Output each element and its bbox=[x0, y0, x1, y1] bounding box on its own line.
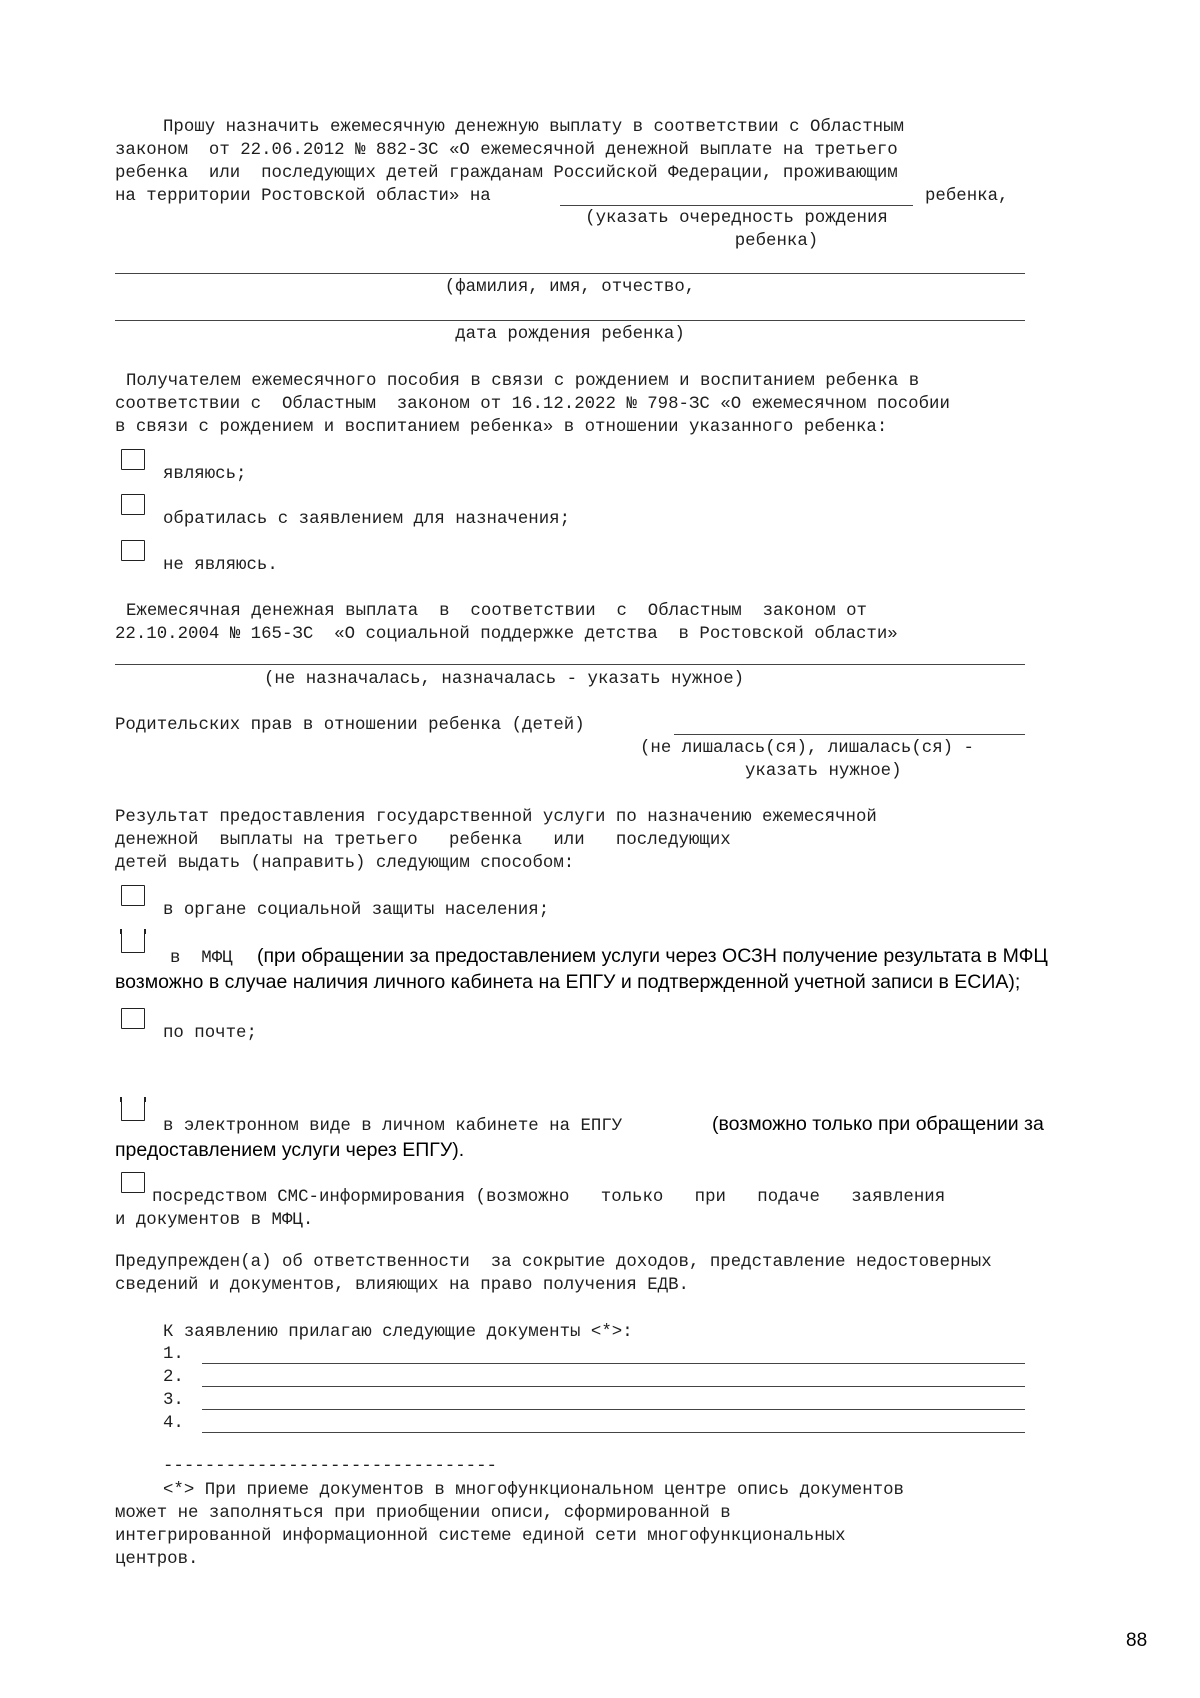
delivery-checkbox-mfc[interactable] bbox=[121, 933, 145, 953]
child-fio-field-line bbox=[115, 273, 1025, 274]
monthly-line-1: Ежемесячная денежная выплата в соответствии с Областным законом от bbox=[126, 602, 867, 621]
result-line-3: детей выдать (направить) следующим способом: bbox=[115, 854, 575, 873]
delivery-label-sms-1: посредством СМС-информирования (возможно только при подаче заявления bbox=[152, 1188, 946, 1207]
delivery-label-epgu: в электронном виде в личном кабинете на ЕПГУ bbox=[163, 1117, 623, 1136]
result-line-1: Результат предоставления государственной услуги по назначению ежемесячной bbox=[115, 808, 877, 827]
parental-rights-hint-1: (не лишалась(ся), лишалась(ся) - bbox=[640, 739, 974, 758]
benefit-line-3: в связи с рождением и воспитанием ребенка» в отношении указанного ребенка: bbox=[115, 418, 888, 437]
benefit-option-label-is-recipient: являюсь; bbox=[163, 465, 247, 484]
intro-line-3: ребенка или последующих детей гражданам Российской Федерации, проживающим bbox=[115, 164, 898, 183]
result-line-2: денежной выплаты на третьего ребенка или последующих bbox=[115, 831, 731, 850]
birth-order-field-line bbox=[560, 205, 913, 206]
birth-order-hint-1: (указать очередность рождения bbox=[585, 209, 888, 228]
benefit-option-checkbox-not-recipient[interactable] bbox=[121, 540, 145, 561]
delivery-mfc-note-2: возможно в случае наличия личного кабинета на ЕПГУ и подтвержденной учетной записи в ЕСИА); bbox=[115, 971, 1021, 993]
benefit-option-label-not-recipient: не являюсь. bbox=[163, 556, 278, 575]
benefit-option-label-applied: обратилась с заявлением для назначения; bbox=[163, 510, 571, 529]
delivery-epgu-note-2: предоставлением услуги через ЕПГУ). bbox=[115, 1139, 465, 1161]
parental-rights-hint-2: указать нужное) bbox=[745, 762, 902, 781]
delivery-checkbox-epgu[interactable] bbox=[121, 1101, 145, 1121]
benefit-line-2: соответствии с Областным законом от 16.12.2022 № 798-ЗС «О ежемесячном пособии bbox=[115, 395, 950, 414]
intro-line-1: Прошу назначить ежемесячную денежную выплату в соответствии с Областным bbox=[163, 118, 904, 137]
fio-hint: (фамилия, имя, отчество, bbox=[444, 278, 696, 297]
attachments-label: К заявлению прилагаю следующие документы <*>: bbox=[163, 1323, 633, 1342]
warning-line-1: Предупрежден(а) об ответственности за сокрытие доходов, представление недостоверных bbox=[115, 1253, 992, 1272]
attachment-field-1[interactable] bbox=[202, 1363, 1025, 1364]
intro-line-2: законом от 22.06.2012 № 882-ЗС «О ежемесячной денежной выплате на третьего bbox=[115, 141, 898, 160]
attachment-field-4[interactable] bbox=[202, 1432, 1025, 1433]
delivery-checkbox-social-protection[interactable] bbox=[121, 885, 145, 906]
attachment-number-2: 2. bbox=[163, 1368, 184, 1387]
benefit-option-checkbox-is-recipient[interactable] bbox=[121, 449, 145, 470]
intro-line-4-suffix: ребенка, bbox=[925, 187, 1009, 206]
delivery-label-sms-2: и документов в МФЦ. bbox=[115, 1211, 314, 1230]
parental-rights-label: Родительских прав в отношении ребенка (детей) bbox=[115, 716, 585, 735]
benefit-line-1: Получателем ежемесячного пособия в связи с рождением и воспитанием ребенка в bbox=[126, 372, 920, 391]
birth-order-hint-2: ребенка) bbox=[734, 232, 819, 251]
parental-rights-field-line bbox=[674, 734, 1025, 735]
footnote-line-4: центров. bbox=[115, 1550, 199, 1569]
delivery-checkbox-post[interactable] bbox=[121, 1008, 145, 1029]
birth-date-hint: дата рождения ребенка) bbox=[455, 325, 685, 344]
monthly-status-field-line bbox=[115, 664, 1025, 665]
page-number: 88 bbox=[1126, 1630, 1148, 1651]
child-birth-field-line bbox=[115, 320, 1025, 321]
delivery-label-social-protection: в органе социальной защиты населения; bbox=[163, 901, 550, 920]
intro-line-4-prefix: на территории Ростовской области» на bbox=[115, 187, 491, 206]
warning-line-2: сведений и документов, влияющих на право получения ЕДВ. bbox=[115, 1276, 689, 1295]
benefit-option-checkbox-applied[interactable] bbox=[121, 494, 145, 515]
footnote-line-1: <*> При приеме документов в многофункциональном центре опись документов bbox=[163, 1481, 904, 1500]
delivery-epgu-note-1: (возможно только при обращении за bbox=[712, 1113, 1044, 1135]
delivery-mfc-note-1: (при обращении за предоставлением услуги через ОСЗН получение результата в МФЦ bbox=[257, 945, 1048, 967]
attachment-field-3[interactable] bbox=[202, 1409, 1025, 1410]
footnote-line-2: может не заполняться при приобщении описи, сформированной в bbox=[115, 1504, 731, 1523]
monthly-line-2: 22.10.2004 № 165-ЗС «О социальной поддержке детства в Ростовской области» bbox=[115, 625, 898, 644]
footnote-separator: -------------------------------- bbox=[163, 1457, 497, 1476]
footnote-line-3: интегрированной информационной системе единой сети многофункциональных bbox=[115, 1527, 846, 1546]
attachment-field-2[interactable] bbox=[202, 1386, 1025, 1387]
monthly-status-hint: (не назначалась, назначалась - указать нужное) bbox=[264, 670, 745, 689]
delivery-label-mfc: в МФЦ bbox=[170, 949, 233, 968]
attachment-number-3: 3. bbox=[163, 1391, 184, 1410]
attachment-number-4: 4. bbox=[163, 1414, 184, 1433]
delivery-checkbox-sms[interactable] bbox=[121, 1172, 145, 1193]
delivery-label-post: по почте; bbox=[163, 1024, 257, 1043]
attachment-number-1: 1. bbox=[163, 1345, 184, 1364]
